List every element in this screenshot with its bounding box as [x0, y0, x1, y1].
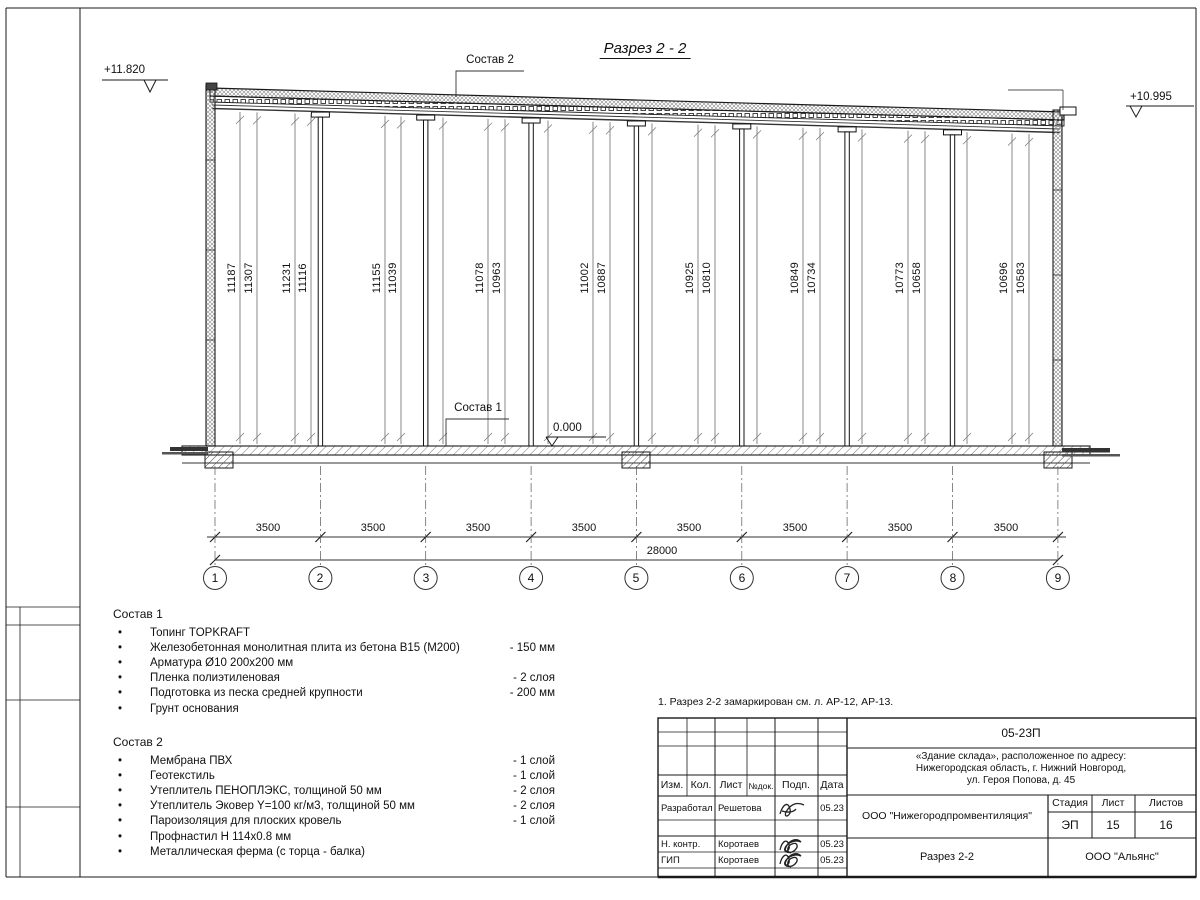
bullet: •	[118, 626, 123, 639]
role-gip: ГИП	[661, 855, 680, 866]
height-dim: 10734	[806, 261, 818, 295]
apron-left	[170, 447, 208, 451]
composition-1	[113, 607, 555, 716]
list-item: • Утеплитель ПЕНОПЛЭКС, толщиной 50 мм - 2 слоя	[113, 783, 555, 798]
list-item: • Подготовка из песка средней крупности - 200 мм	[113, 686, 555, 701]
col-header-izm: Изм.	[660, 779, 684, 791]
grid-bubble-6: 6	[738, 571, 746, 585]
list-item: • Геотекстиль - 1 слой	[113, 768, 555, 783]
elevation-right: +10.995	[1130, 91, 1172, 103]
role-nkontr: Н. контр.	[661, 839, 701, 850]
comp2-leader-label: Состав 2	[466, 54, 514, 66]
list-item: • Грунт основания	[113, 701, 555, 716]
list-item: • Металлическая ферма (с торца - балка)	[113, 844, 555, 859]
bullet: •	[118, 702, 123, 715]
height-dim: 10810	[701, 261, 713, 295]
foundation-block	[205, 452, 233, 468]
bullet: •	[118, 687, 123, 700]
list-item: • Мембрана ПВХ - 1 слой	[113, 753, 555, 768]
height-dim: 10696	[998, 261, 1010, 295]
grid-bubble-9: 9	[1054, 571, 1062, 585]
signature-nkontr	[780, 840, 801, 853]
comp1-leader-label: Состав 1	[454, 402, 502, 414]
bullet: •	[118, 800, 123, 813]
role-razrabotal: Разработал	[661, 803, 713, 814]
grid-bubble-7: 7	[843, 571, 851, 585]
project-code: 05-23П	[1001, 726, 1041, 740]
col-header-data: Дата	[820, 779, 844, 791]
list-item: • Пленка полиэтиленовая - 2 слоя	[113, 671, 555, 686]
bullet: •	[118, 815, 123, 828]
height-dim: 11155	[371, 262, 383, 294]
apron-right-2	[1062, 454, 1120, 457]
grid-bubble-2: 2	[316, 571, 324, 585]
grid-bubble-1: 1	[211, 571, 219, 585]
total-dim: 28000	[646, 545, 678, 557]
grid-bubble-3: 3	[422, 571, 430, 585]
bay-dim: 3500	[676, 522, 702, 534]
bay-dim: 3500	[255, 522, 281, 534]
bullet: •	[118, 641, 123, 654]
col-header-podp: Подп.	[782, 779, 810, 791]
stage-label: Стадия	[1052, 797, 1088, 809]
height-dim: 11039	[387, 262, 399, 294]
bullet: •	[118, 672, 123, 685]
contractor-org: ООО "Нижегородпромвентиляция"	[862, 810, 1032, 822]
roof-edge-cap-right	[1060, 107, 1076, 115]
height-dim: 11078	[474, 262, 486, 294]
height-dim: 10887	[596, 261, 608, 295]
height-dim: 11002	[579, 262, 591, 294]
signature-razrabotal	[780, 803, 804, 816]
name-razrabotal: Решетова	[718, 803, 762, 814]
height-dim: 10583	[1015, 261, 1027, 295]
apron-left-2	[162, 452, 208, 455]
list-item: • Утеплитель Эковер Y=100 кг/м3, толщиной 50 мм - 2 слоя	[113, 799, 555, 814]
elevation-zero: 0.000	[553, 422, 582, 434]
company-name: ООО "Альянс"	[1085, 851, 1159, 863]
height-dim: 11231	[281, 262, 293, 294]
walls	[206, 83, 1076, 446]
elevation-left: +11.820	[104, 64, 146, 76]
sheets-value: 16	[1159, 818, 1173, 832]
name-gip: Коротаев	[718, 855, 760, 866]
object-address-3: ул. Героя Попова, д. 45	[966, 775, 1076, 786]
stage-value: ЭП	[1061, 818, 1079, 832]
grid-bubble-5: 5	[632, 571, 640, 585]
signatures	[780, 803, 804, 867]
floor-slab	[162, 446, 1120, 468]
sheet-label: Лист	[1101, 797, 1125, 809]
composition-2-title: Состав 2	[113, 735, 163, 749]
sheet-note: 1. Разрез 2-2 замаркирован см. л. АР-12, АР-13.	[658, 696, 894, 708]
height-dim: 10658	[911, 261, 923, 295]
list-item: • Пароизоляция для плоских кровель - 1 слой	[113, 814, 555, 829]
bullet: •	[118, 845, 123, 858]
columns	[311, 112, 961, 446]
foundation-block	[622, 452, 650, 468]
height-dim: 10773	[894, 261, 906, 295]
sheet-value: 15	[1106, 818, 1120, 832]
col-header-kol: Кол.	[690, 779, 712, 791]
object-address-2: Нижегородская область, г. Нижний Новгород,	[915, 763, 1127, 774]
list-item: • Топинг TOPKRAFT	[113, 625, 555, 640]
height-dim: 10963	[491, 261, 503, 295]
bullet: •	[118, 784, 123, 797]
height-dim: 11116	[297, 263, 309, 293]
signature-gip	[780, 854, 801, 867]
grid-bubble-4: 4	[527, 571, 535, 585]
height-dim: 10925	[684, 261, 696, 295]
height-dim: 10849	[789, 261, 801, 295]
date-nkontr: 05.23	[820, 839, 844, 850]
bullet: •	[118, 656, 123, 669]
bay-dim: 3500	[782, 522, 808, 534]
parapet-cap-left	[206, 83, 217, 90]
sheets-label: Листов	[1148, 797, 1184, 809]
height-dim: 11307	[243, 262, 255, 294]
date-gip: 05.23	[820, 855, 844, 866]
list-item: • Железобетонная монолитная плита из бетона В15 (М200) - 150 мм	[113, 640, 555, 655]
leader-lines	[446, 71, 524, 446]
list-item: • Профнастил Н 114х0.8 мм	[113, 829, 555, 844]
col-header-list: Лист	[719, 779, 743, 791]
bay-dim: 3500	[993, 522, 1019, 534]
composition-2	[113, 735, 555, 859]
elevation-marks	[102, 80, 1194, 446]
composition-1-title: Состав 1	[113, 607, 163, 621]
grid-bubble-8: 8	[949, 571, 957, 585]
bullet: •	[118, 830, 123, 843]
bay-dim: 3500	[465, 522, 491, 534]
object-address-1: «Здание склада», расположенное по адресу:	[915, 751, 1127, 762]
apron-right	[1062, 448, 1110, 453]
drawing-name: Разрез 2-2	[919, 851, 975, 863]
bullet: •	[118, 769, 123, 782]
drawing-title: Разрез 2 - 2	[600, 40, 691, 59]
date-razrabotal: 05.23	[820, 803, 844, 814]
height-dim: 11187	[226, 262, 238, 294]
bay-dim: 3500	[887, 522, 913, 534]
bay-dim: 3500	[571, 522, 597, 534]
list-item: • Арматура Ø10 200х200 мм	[113, 655, 555, 670]
bay-dim: 3500	[360, 522, 386, 534]
name-nkontr: Коротаев	[718, 839, 760, 850]
bullet: •	[118, 754, 123, 767]
col-header-ndok: №док.	[748, 781, 774, 791]
